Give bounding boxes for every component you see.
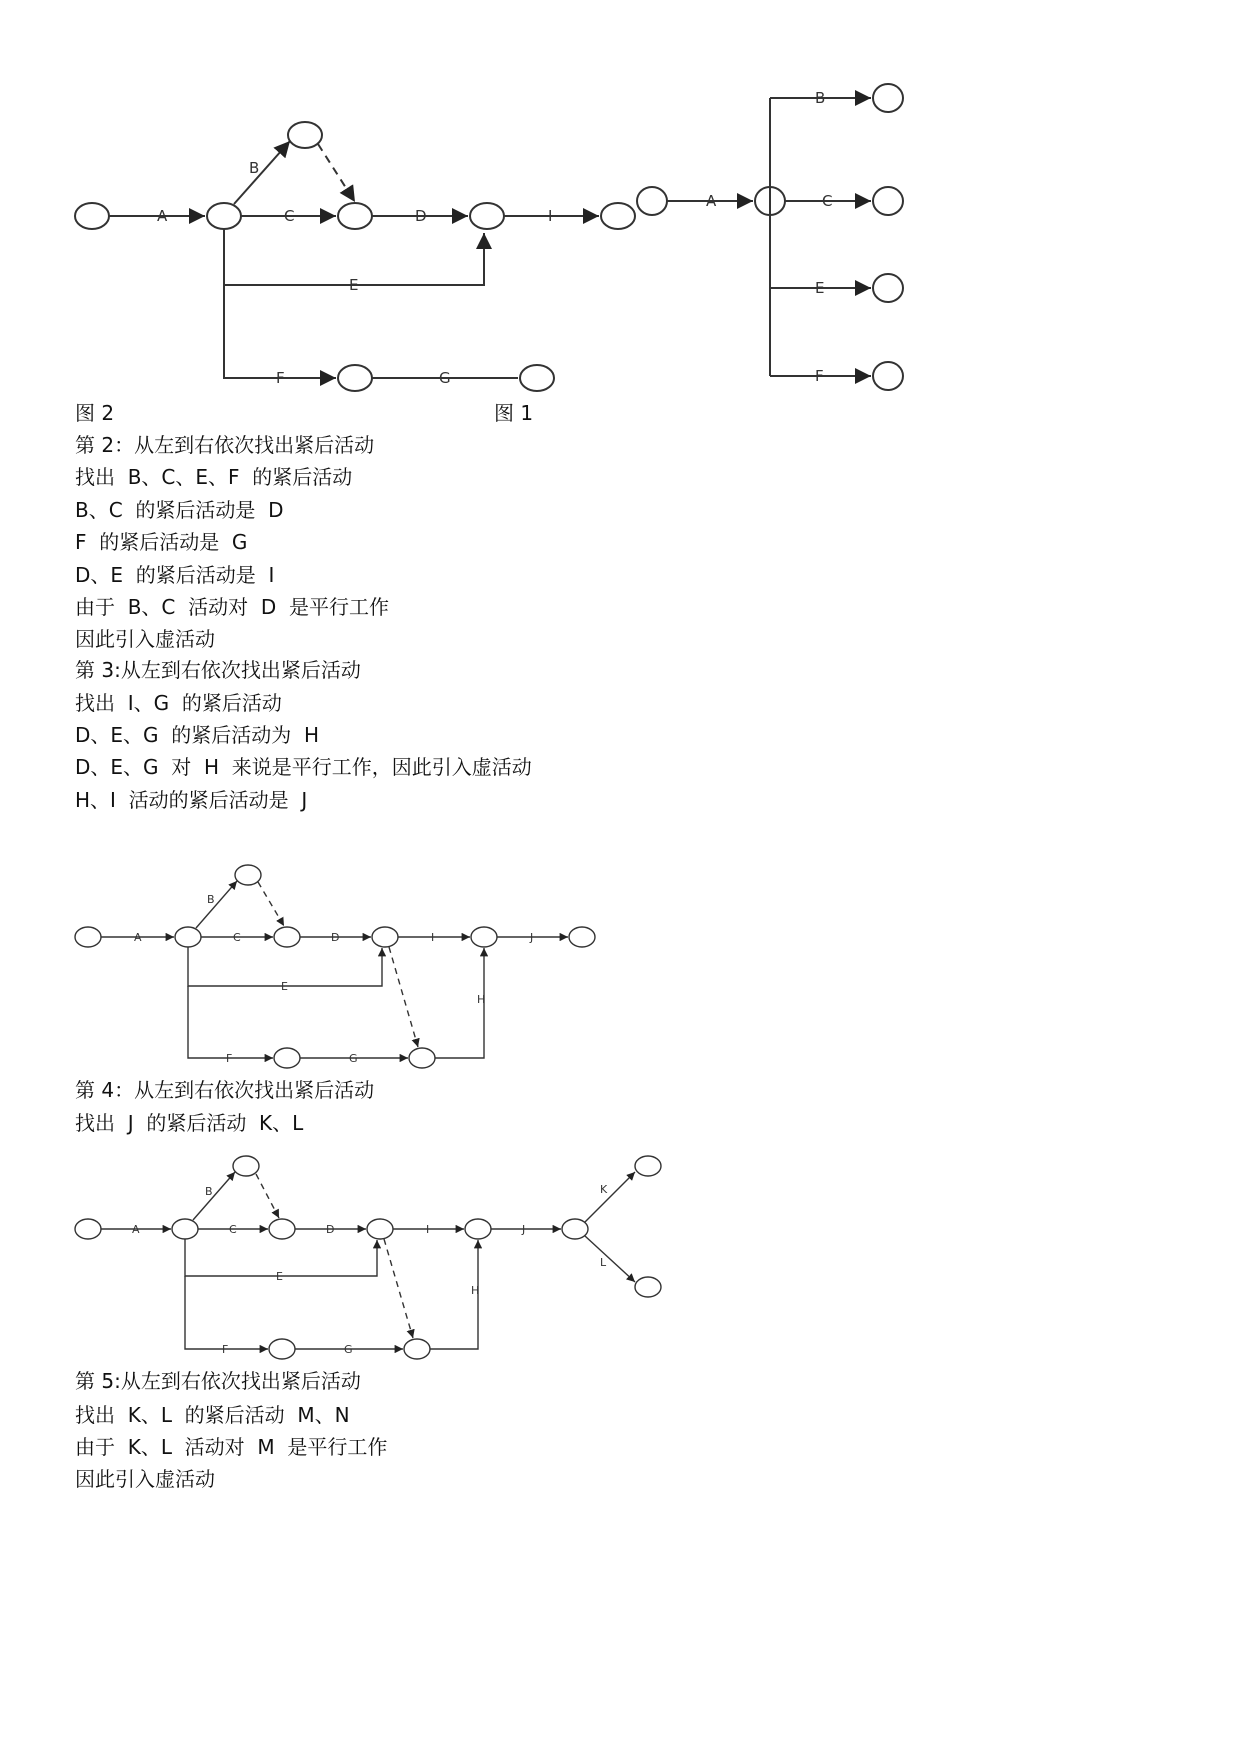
edge-label: E	[349, 276, 359, 294]
edge-label: I	[548, 207, 553, 225]
diagram-fig2-labels	[157, 159, 552, 387]
step4-line: 找出 J 的紧后活动 K、L	[75, 1111, 304, 1135]
caption-fig2: 图 2	[75, 401, 115, 425]
edge-label: B	[205, 1185, 213, 1198]
edge-label: B	[249, 159, 260, 177]
step5-heading: 第 5:从左到右依次找出紧后活动	[75, 1369, 361, 1393]
edge-label: B	[207, 893, 215, 906]
edge-label: D	[415, 207, 427, 225]
edge-label: I	[431, 931, 435, 944]
edge-label: H	[477, 993, 486, 1006]
edge-label: F	[222, 1343, 229, 1356]
step2-line: 因此引入虚活动	[75, 627, 215, 651]
edge-label: A	[134, 931, 142, 944]
edge-label: D	[326, 1223, 335, 1236]
edge-label: D	[331, 931, 340, 944]
edge-label: B	[815, 89, 826, 107]
step2-line: D、E 的紧后活动是 I	[75, 563, 275, 587]
step3-line: D、E、G 的紧后活动为 H	[75, 723, 320, 747]
edge-label: A	[157, 207, 168, 225]
edge-label: A	[706, 192, 717, 210]
edge-label: C	[233, 931, 241, 944]
edge-label: H	[471, 1284, 480, 1297]
diagram-fig2	[75, 122, 635, 391]
step4-heading: 第 4：从左到右依次找出紧后活动	[75, 1078, 375, 1102]
caption-fig1: 图 1	[494, 401, 534, 425]
step3-heading: 第 3:从左到右依次找出紧后活动	[75, 658, 361, 682]
diagram-step3	[75, 865, 595, 1068]
step2-line: F 的紧后活动是 G	[75, 530, 248, 554]
diagram-step4	[75, 1156, 661, 1359]
diagram-fig1	[637, 84, 903, 390]
edge-label: J	[530, 931, 534, 944]
edge-label: F	[226, 1052, 233, 1065]
edge-label: J	[522, 1223, 526, 1236]
edge-label: E	[815, 279, 825, 297]
edge-label: E	[276, 1270, 283, 1283]
diagram-step3-labels	[134, 893, 533, 1065]
step2-line: 找出 B、C、E、F 的紧后活动	[75, 465, 353, 489]
edge-label: K	[600, 1183, 608, 1196]
step2-line: B、C 的紧后活动是 D	[75, 498, 284, 522]
edge-label: F	[276, 369, 285, 387]
edge-label: G	[349, 1052, 358, 1065]
step5-line: 由于 K、L 活动对 M 是平行工作	[75, 1435, 388, 1459]
step3-line: H、I 活动的紧后活动是 J	[75, 788, 308, 812]
edge-label: C	[229, 1223, 237, 1236]
step3-line: 找出 I、G 的紧后活动	[75, 691, 282, 715]
edge-label: A	[132, 1223, 140, 1236]
step2-heading: 第 2：从左到右依次找出紧后活动	[75, 433, 375, 457]
edge-label: L	[600, 1256, 607, 1269]
step2-line: 由于 B、C 活动对 D 是平行工作	[75, 595, 389, 619]
edge-label: G	[439, 369, 451, 387]
step5-line: 找出 K、L 的紧后活动 M、N	[75, 1403, 350, 1427]
edge-label: I	[426, 1223, 430, 1236]
step3-line: D、E、G 对 H 来说是平行工作，因此引入虚活动	[75, 755, 532, 779]
edge-label: G	[344, 1343, 353, 1356]
edge-label: F	[815, 367, 824, 385]
edge-label: C	[284, 207, 295, 225]
edge-label: E	[281, 980, 288, 993]
step5-line: 因此引入虚活动	[75, 1467, 215, 1491]
edge-label: C	[822, 192, 833, 210]
